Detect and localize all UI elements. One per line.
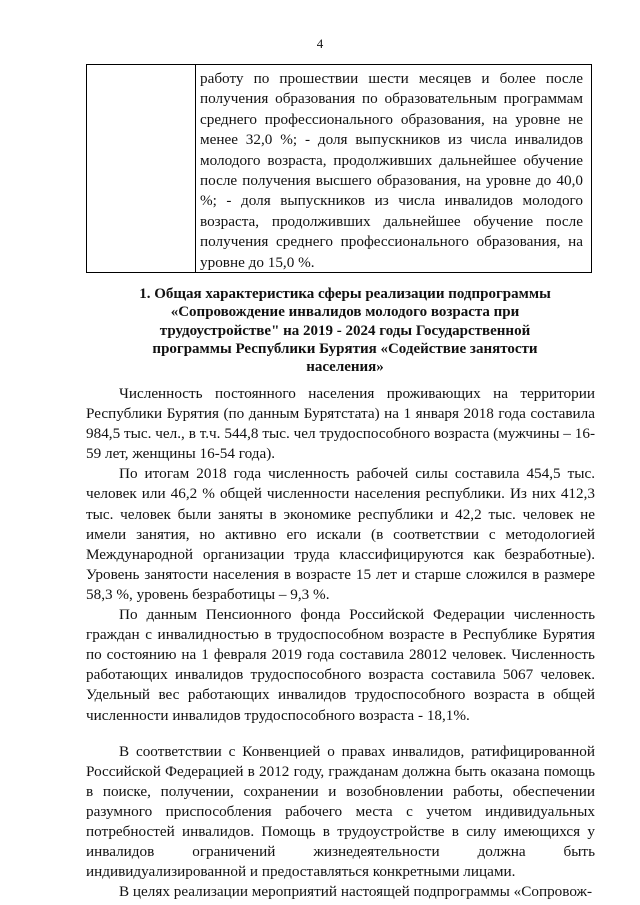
table-empty-cell [87,65,196,272]
criteria-table [86,64,592,273]
paragraph-pension-fund: По данным Пенсионного фонда Российской Федерации численность граждан с инвалидностью в трудоспособном возрасте в Республике Бурятия по состоянию на 1 февраля 2019 года составила 28012 человек. Численность работающих инвалидов трудоспособного возраста составила 5067 человек. Удельный вес работающих инвалидов трудоспособного возраста в общей численности инвалидов трудоспособного возраста - 18,1%. [86,606,595,724]
section-title: 1. Общая характеристика сферы реализации подпрограммы «Сопровождение инвалидов молодого возраста при трудоустройстве" на 2019 - 2024 годы Государственной программы Республики Бурятия «Содействие занятости населения» [139,286,551,376]
table-cell-text: работу по прошествии шести месяцев и более после получения образования по образовательным программам среднего профессионального образования, на уровне не менее 32,0 %; - доля выпускников из числа инвалидов молодого возраста, продолживших дальнейшее обучение после получения высшего образования, на уровне до 40,0 %; - доля выпускников из числа инвалидов молодого возраста, продолживших дальнейшее обучение после получения среднего профессионального образования, на уровне до 15,0 %. [200,70,583,271]
table-text-cell [196,65,591,272]
paragraph-convention: В соответствии с Конвенцией о правах инвалидов, ратифицированной Российской Федерацией в 2012 году, гражданам должна быть оказана помощь в поиске, получении, сохранении и возобновлении работы, обеспечении разумного приспособления рабочего места с учетом индивидуальных потребностей инвалидов. Помощь в трудоустройстве в силу имеющихся у инвалидов ограничений жизнедеятельности должна быть индивидуализированной и предоставляться конкретными лицами. [86,742,595,881]
page-number: 4 [316,36,324,51]
paragraph-implementation: В целях реализации мероприятий настоящей подпрограммы «Сопровож- [119,883,593,901]
body-text [86,384,595,902]
paragraph-population: Численность постоянного населения проживающих на территории Республики Бурятия (по данным Бурятстата) на 1 января 2018 года составила 984,5 тыс. чел., в т.ч. 544,8 тыс. чел трудоспособного возраста (мужчины – 16-59 лет, женщины 16-54 года). [86,385,595,463]
paragraph-labor-force: По итогам 2018 года численность рабочей силы составила 454,5 тыс. человек или 46,2 % общей численности населения республики. Из них 412,3 тыс. человек были заняты в экономике республики и 42,2 тыс. человек не имели занятия, но активно его искали (в соответствии с методологией Международной организации труда классифицируются как безработные). Уровень занятости населения в возрасте 15 лет и старше сложился в размере 58,3 %, уровень безработицы – 9,3 %. [86,465,595,603]
